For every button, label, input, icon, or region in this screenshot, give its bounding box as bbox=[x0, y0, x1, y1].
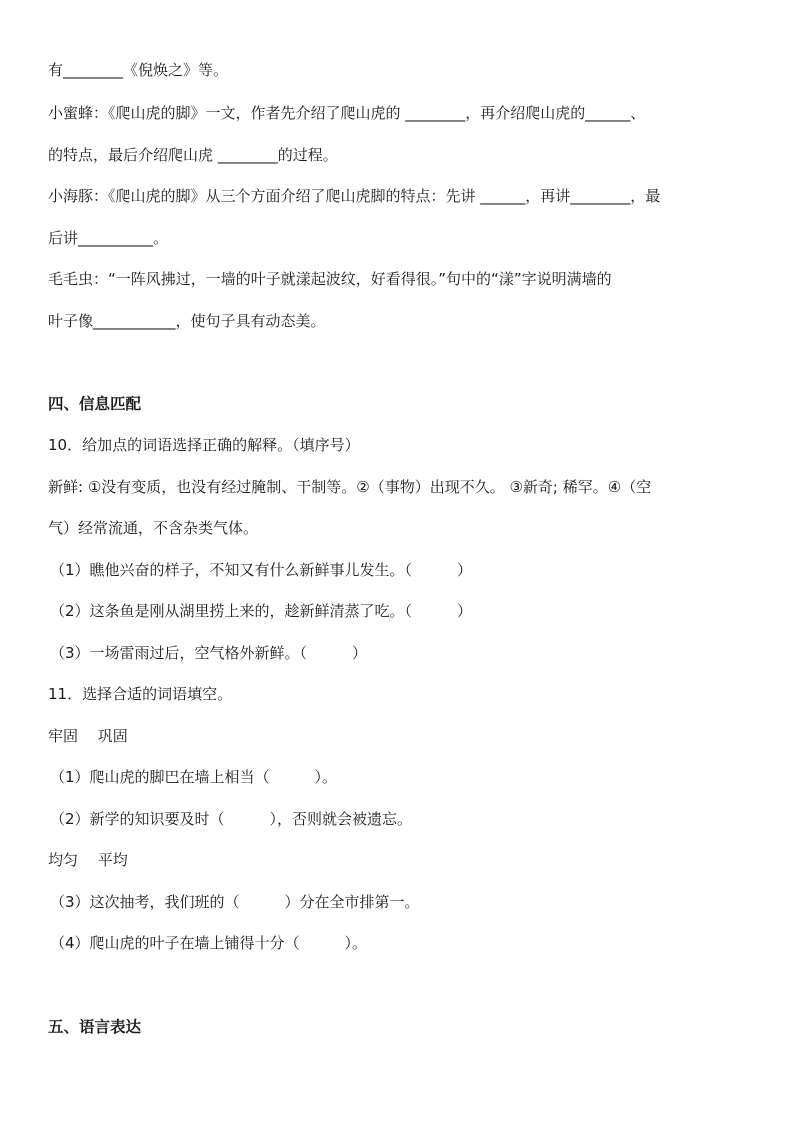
sub-question: （4）爬山虎的叶子在墙上铺得十分（ ）。 bbox=[50, 934, 368, 952]
question-text-line: 有________《倪焕之》等。 bbox=[48, 61, 229, 79]
sub-question: （2）新学的知识要及时（ ），否则就会被遗忘。 bbox=[50, 810, 413, 828]
word-choices: 均匀 平均 bbox=[48, 851, 128, 869]
question-title: 10．给加点的词语选择正确的解释。（填序号） bbox=[48, 436, 360, 454]
question-text-line: 毛毛虫：“一阵风拂过，一墙的叶子就漾起波纹，好看得很。”句中的“漾”字说明满墙的 bbox=[48, 270, 612, 288]
question-text-line: 的特点，最后介绍爬山虎 ________的过程。 bbox=[48, 146, 338, 164]
word-choices: 牢固 巩固 bbox=[48, 727, 128, 745]
sub-question: （2）这条鱼是刚从湖里捞上来的，趁新鲜清蒸了吃。（ ） bbox=[50, 602, 473, 620]
definition-line: 新鲜: ①没有变质，也没有经过腌制、干制等。②（事物）出现不久。 ③新奇; 稀罕。④（空 bbox=[48, 478, 652, 496]
question-text-line: 小蜜蜂：《爬山虎的脚》一文，作者先介绍了爬山虎的 ________，再介绍爬山虎的______、 bbox=[48, 104, 646, 122]
sub-question: （1）瞧他兴奋的样子，不知又有什么新鲜事儿发生。（ ） bbox=[50, 561, 473, 579]
question-text-line: 叶子像___________，使句子具有动态美。 bbox=[48, 312, 326, 330]
sub-question: （1）爬山虎的脚巴在墙上相当（ ）。 bbox=[50, 768, 338, 786]
question-text-line: 后讲__________。 bbox=[48, 229, 169, 247]
question-text-line: 小海豚：《爬山虎的脚》从三个方面介绍了爬山虎脚的特点：先讲 ______，再讲________，最 bbox=[48, 187, 661, 205]
sub-question: （3）一场雷雨过后，空气格外新鲜。（ ） bbox=[50, 644, 368, 662]
definition-line: 气）经常流通，不含杂类气体。 bbox=[48, 519, 259, 537]
section-heading: 五、语言表达 bbox=[48, 1018, 142, 1036]
question-title: 11．选择合适的词语填空。 bbox=[48, 685, 233, 703]
sub-question: （3）这次抽考，我们班的（ ）分在全市排第一。 bbox=[50, 893, 420, 911]
section-heading: 四、信息匹配 bbox=[48, 395, 142, 413]
